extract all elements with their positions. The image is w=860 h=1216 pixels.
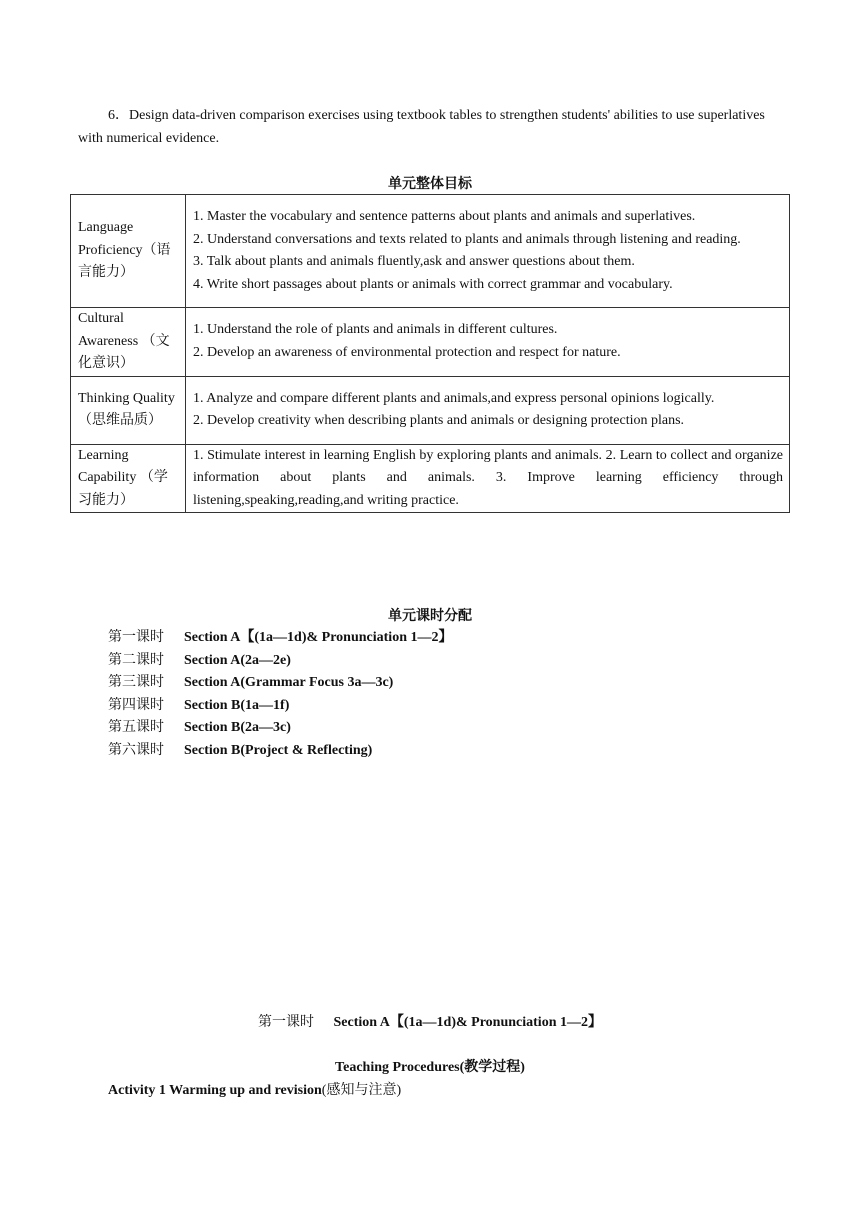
goal-item: 4. Write short passages about plants or animals with correct grammar and vocabulary.: [193, 276, 673, 292]
lesson-section: Section B(Project & Reflecting): [184, 742, 373, 758]
table-row: [71, 376, 790, 444]
lesson-section: Section B(1a—1f): [184, 697, 290, 713]
teaching-procedures-title: Teaching Procedures(教学过程): [335, 1060, 525, 1075]
lesson-section: Section B(2a—3c): [184, 720, 291, 735]
goal-items: [186, 376, 790, 444]
table-row: [71, 444, 790, 513]
goal-item: 1. Master the vocabulary and sentence patterns about plants and animals and superlatives.: [193, 209, 696, 224]
table-row: [71, 195, 790, 308]
lesson-section: Section A(2a—2e): [184, 652, 291, 668]
lesson-heading: [0, 1011, 860, 1031]
lesson-label: 第四课时: [108, 697, 164, 713]
list-item: [108, 740, 452, 763]
goal-item: 2. Understand conversations and texts related to plants and animals through listening and reading.: [193, 231, 741, 247]
lesson-label: 第三课时: [108, 675, 164, 690]
activity-note: (感知与注意): [321, 1083, 402, 1098]
goal-item: 1. Analyze and compare different plants and animals,and express personal opinions logically.: [193, 390, 715, 406]
table-row: [71, 308, 790, 377]
list-item: [108, 627, 452, 650]
goal-item: 1. Stimulate interest in learning English by exploring plants and animals. 2. Learn to collect and organize information about plants and animals. 3. Improve learning efficiency through listening,speaking,reading,and writing practice.: [193, 447, 783, 508]
lesson-allocation-list: [108, 627, 452, 762]
list-item: [108, 695, 452, 718]
goal-items: [186, 195, 790, 308]
lesson-heading-label: 第一课时: [258, 1015, 314, 1030]
goal-item: 2. Develop an awareness of environmental protection and respect for nature.: [193, 344, 621, 360]
list-item: [108, 717, 452, 740]
goal-category: Learning Capability （学习能力）: [71, 444, 186, 513]
lesson-label: 第一课时: [108, 630, 164, 645]
goal-category: Language Proficiency（语言能力）: [71, 195, 186, 308]
goal-items: [186, 444, 790, 513]
goals-table: [70, 194, 790, 513]
goal-items: [186, 308, 790, 377]
intro-paragraph: 6．Design data-driven comparison exercises using textbook tables to strengthen students' abilities to use superlatives with numerical evidence.: [78, 108, 765, 146]
list-item: [108, 672, 452, 695]
lesson-section: Section A【(1a—1d)& Pronunciation 1—2】: [184, 630, 453, 645]
list-item: [108, 650, 452, 673]
lesson-label: 第二课时: [108, 652, 164, 668]
lesson-label: 第五课时: [108, 720, 164, 735]
goals-title: 单元整体目标: [388, 177, 472, 192]
goal-item: 3. Talk about plants and animals fluently,ask and answer questions about them.: [193, 254, 635, 269]
goal-item: 1. Understand the role of plants and animals in different cultures.: [193, 322, 558, 338]
goal-item: 2. Develop creativity when describing plants and animals or designing protection plans.: [193, 413, 685, 428]
lesson-label: 第六课时: [108, 742, 164, 758]
lesson-section: Section A(Grammar Focus 3a—3c): [184, 675, 394, 690]
goal-category: Thinking Quality（思维品质）: [71, 376, 186, 444]
activity-title: Activity 1 Warming up and revision: [108, 1083, 322, 1098]
goal-category: Cultural Awareness （文化意识）: [71, 308, 186, 377]
lesson-heading-section: Section A【(1a—1d)& Pronunciation 1—2】: [333, 1015, 602, 1030]
allocation-title: 单元课时分配: [388, 609, 472, 624]
activity-heading: [108, 1079, 401, 1099]
